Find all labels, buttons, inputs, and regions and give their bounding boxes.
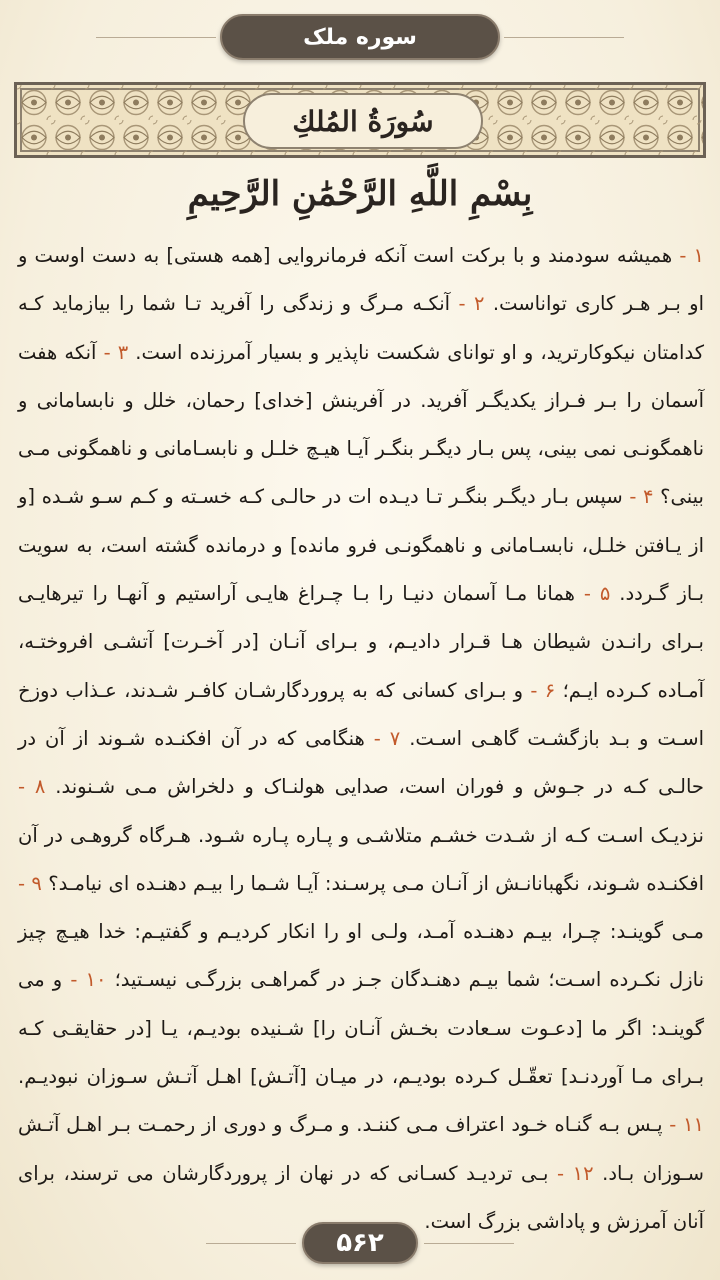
verse-number: ۳ - bbox=[96, 340, 129, 364]
verse-text: و بـرای کسانی که به پروردگارشـان کافـر شـدند، عـذاب دوزخ اسـت و بـد بازگشـت گاهـی اسـت. bbox=[18, 678, 705, 750]
verse-number: ۷ - bbox=[364, 726, 401, 750]
verse-number: ۱ - bbox=[672, 244, 704, 267]
verse-number: ۹ - bbox=[18, 871, 42, 895]
verse-text: مـی گوینـد: چـرا، بیـم دهنـده آمـد، ولـی او را انکار کردیـم و گفتیـم: خدا هیـچ چیز نازل نکـرده اسـت؛ شما بیـم دهنـدگان جـز در گمراهـی بزرگـی نیسـتید؛ bbox=[18, 920, 704, 992]
verse-number: ۱۲ - bbox=[548, 1161, 594, 1185]
surah-name-cartouche bbox=[243, 93, 483, 149]
verse bbox=[18, 341, 704, 509]
surah-title-badge bbox=[220, 14, 500, 60]
verse-text: همیشه سودمند و با برکت است آنکه فرمانروایی [همه هستی] به دست اوست و او بـر هـر کاری تواناست. bbox=[18, 244, 705, 316]
basmala bbox=[0, 166, 720, 222]
surah-ornamental-banner bbox=[14, 82, 706, 158]
verse-text: پـس بـه گنـاه خـود اعتراف مـی کننـد. و مـرگ و دوری از رحمـت بـر اهـل آتـش سـوزان بـاد. bbox=[18, 1113, 704, 1185]
verse-number: ۵ - bbox=[574, 582, 611, 606]
basmala-text: بِسْمِ اللَّهِ الرَّحْمَٰنِ الرَّحِيمِ bbox=[187, 174, 533, 214]
verse-number: ۱۰ - bbox=[62, 968, 107, 992]
verse-text: آنکـه مـرگ و زندگی را آفرید تـا شما را بیازماید کـه کدامتان نیکوکارترید، و او توانای شکست ناپذیر و بسیار آمرزنده است. bbox=[18, 292, 704, 364]
page-number-badge bbox=[302, 1222, 418, 1264]
verse-number: ۸ - bbox=[18, 775, 46, 799]
verse-number: ۶ - bbox=[523, 678, 556, 702]
verse-number: ۴ - bbox=[622, 485, 654, 509]
verse-text: و می گوینـد: اگر ما [دعـوت سـعادت بخـش آنـان را] شـنیده بودیـم، یـا [در حقایقـی کـه بـرای مـا آوردنـد] تعقّـل کـرده بودیـم، در میـان [آتـش] اهـل آتـش سـوزان نبودیـم. bbox=[18, 968, 704, 1089]
footer-divider-right bbox=[424, 1243, 514, 1244]
verse-text: هنگامی که در آن افکنـده شـوند از آن در حالـی کـه در جـوش و فوران است، صدایی هولنـاک و دلخراش مـی شـنوند. bbox=[18, 726, 704, 799]
verse-text: سپس بـار دیگـر بنگـر تـا دیـده ات در حالـی کـه خسـته و کـم سـو شـده [و از یـافتن خلـل، نابسـامانی و ناهمگونـی فرو مانده] و درمانده گشته است، به سویت بـاز گـردد. bbox=[18, 485, 705, 606]
page-number: ۵۶۲ bbox=[336, 1228, 384, 1258]
translation-text bbox=[18, 232, 705, 1233]
verse-number: ۱۱ - bbox=[662, 1113, 704, 1137]
surah-calligraphy: سُورَةُ المُلكِ bbox=[292, 104, 434, 138]
verse-number: ۲ - bbox=[450, 292, 485, 316]
verse-text: بـی تردیـد کسـانی که در نهان از پروردگارشان می ترسند، برای آنان آمرزش و پاداشی بزرگ است. bbox=[18, 1161, 704, 1233]
verse-text: نزدیـک اسـت کـه از شـدت خشـم متلاشـی و پـاره پـاره شـود. هـرگاه گروهـی در آن افکنـده شـوند، نگهبانانـش از آنـان مـی پرسـند: آیـا شـما را بیـم دهنـده ای نیامـد؟ bbox=[18, 823, 704, 895]
surah-title: سوره ملک bbox=[303, 24, 417, 50]
verse-text: آنکه هفت آسمان را بـر فـراز یکدیگـر آفرید. در آفرینش [خدای] رحمان، خلل و نابسامانی و ناهمگونـی نمی بینی، پس بـار دیگـر بنگـر آیـا هیـچ خلـل و نابسـامانی و ناهمگونی مـی بینی؟ bbox=[18, 340, 704, 509]
footer-divider-left bbox=[206, 1243, 296, 1244]
verse-text: همانا مـا آسمان دنیـا را بـا چـراغ هایـی آراستیم و آنهـا را تیرهایـی بـرای رانـدن شیطان هـا قـرار دادیـم، و بـرای آنـان [در آخـرت] آتشـی افروختـه، آمـاده کـرده ایـم؛ bbox=[18, 582, 705, 702]
